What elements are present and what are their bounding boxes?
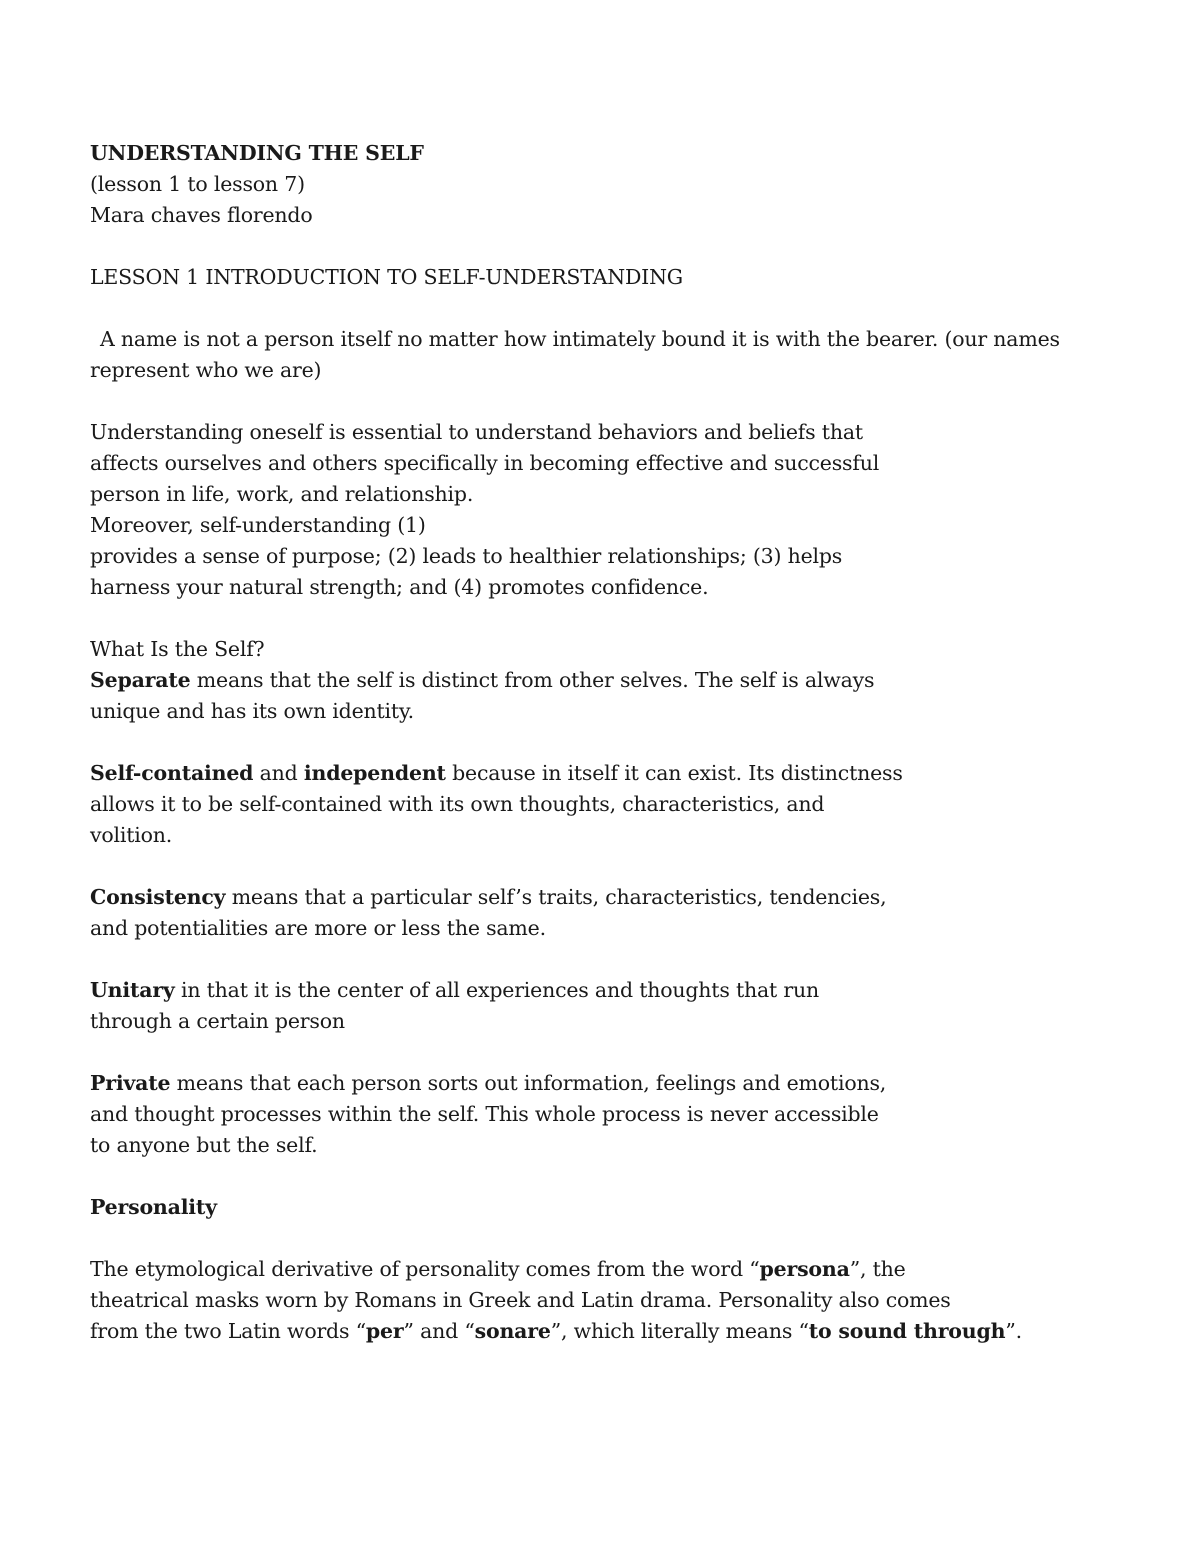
definition-consistency: Consistency means that a particular self’s traits, characteristics, tendencies, [90,885,887,909]
term-sonare: sonare [474,1319,551,1343]
personality-line: The etymological derivative of personality comes from the word “persona”, the [90,1257,906,1281]
term-per: per [365,1319,404,1343]
personality-heading: Personality [90,1195,217,1219]
definition-self-contained: Self-contained and independent because in itself it can exist. Its distinctness [90,761,903,785]
intro-line: represent who we are) [90,358,322,382]
paragraph-line: person in life, work, and relationship. [90,482,474,506]
paragraph-line: and potentialities are more or less the same. [90,916,546,940]
paragraph-line: Understanding oneself is essential to understand behaviors and beliefs that [90,420,863,444]
personality-line: theatrical masks worn by Romans in Greek and Latin drama. Personality also comes [90,1288,951,1312]
term-independent: independent [303,761,446,785]
paragraph-line: allows it to be self-contained with its own thoughts, characteristics, and [90,792,825,816]
document-subtitle: (lesson 1 to lesson 7) [90,172,305,196]
paragraph-line: and thought processes within the self. This whole process is never accessible [90,1102,879,1126]
paragraph-line: provides a sense of purpose; (2) leads to healthier relationships; (3) helps [90,544,843,568]
document-title: UNDERSTANDING THE SELF [90,141,424,165]
definition-private: Private means that each person sorts out information, feelings and emotions, [90,1071,887,1095]
personality-line: from the two Latin words “per” and “sonare”, which literally means “to sound through”. [90,1319,1022,1343]
term-persona: persona [759,1257,850,1281]
paragraph-line: harness your natural strength; and (4) promotes confidence. [90,575,709,599]
term-separate: Separate [90,668,191,692]
paragraph-line: to anyone but the self. [90,1133,318,1157]
intro-line: A name is not a person itself no matter how intimately bound it is with the bearer. (our names [100,327,1060,351]
paragraph-line: affects ourselves and others specifically in becoming effective and successful [90,451,880,475]
document-page [90,138,1150,1347]
paragraph-line: unique and has its own identity. [90,699,414,723]
term-to-sound-through: to sound through [808,1319,1006,1343]
paragraph-line: Moreover, self-understanding (1) [90,513,426,537]
definition-separate: Separate means that the self is distinct from other selves. The self is always [90,668,875,692]
paragraph-line: volition. [90,823,173,847]
term-consistency: Consistency [90,885,226,909]
document-author: Mara chaves florendo [90,203,313,227]
paragraph-line: through a certain person [90,1009,345,1033]
term-unitary: Unitary [90,978,175,1002]
term-self-contained: Self-contained [90,761,254,785]
lesson-heading: LESSON 1 INTRODUCTION TO SELF-UNDERSTANDING [90,265,683,289]
definition-unitary: Unitary in that it is the center of all experiences and thoughts that run [90,978,820,1002]
section-question: What Is the Self? [90,637,265,661]
term-private: Private [90,1071,171,1095]
